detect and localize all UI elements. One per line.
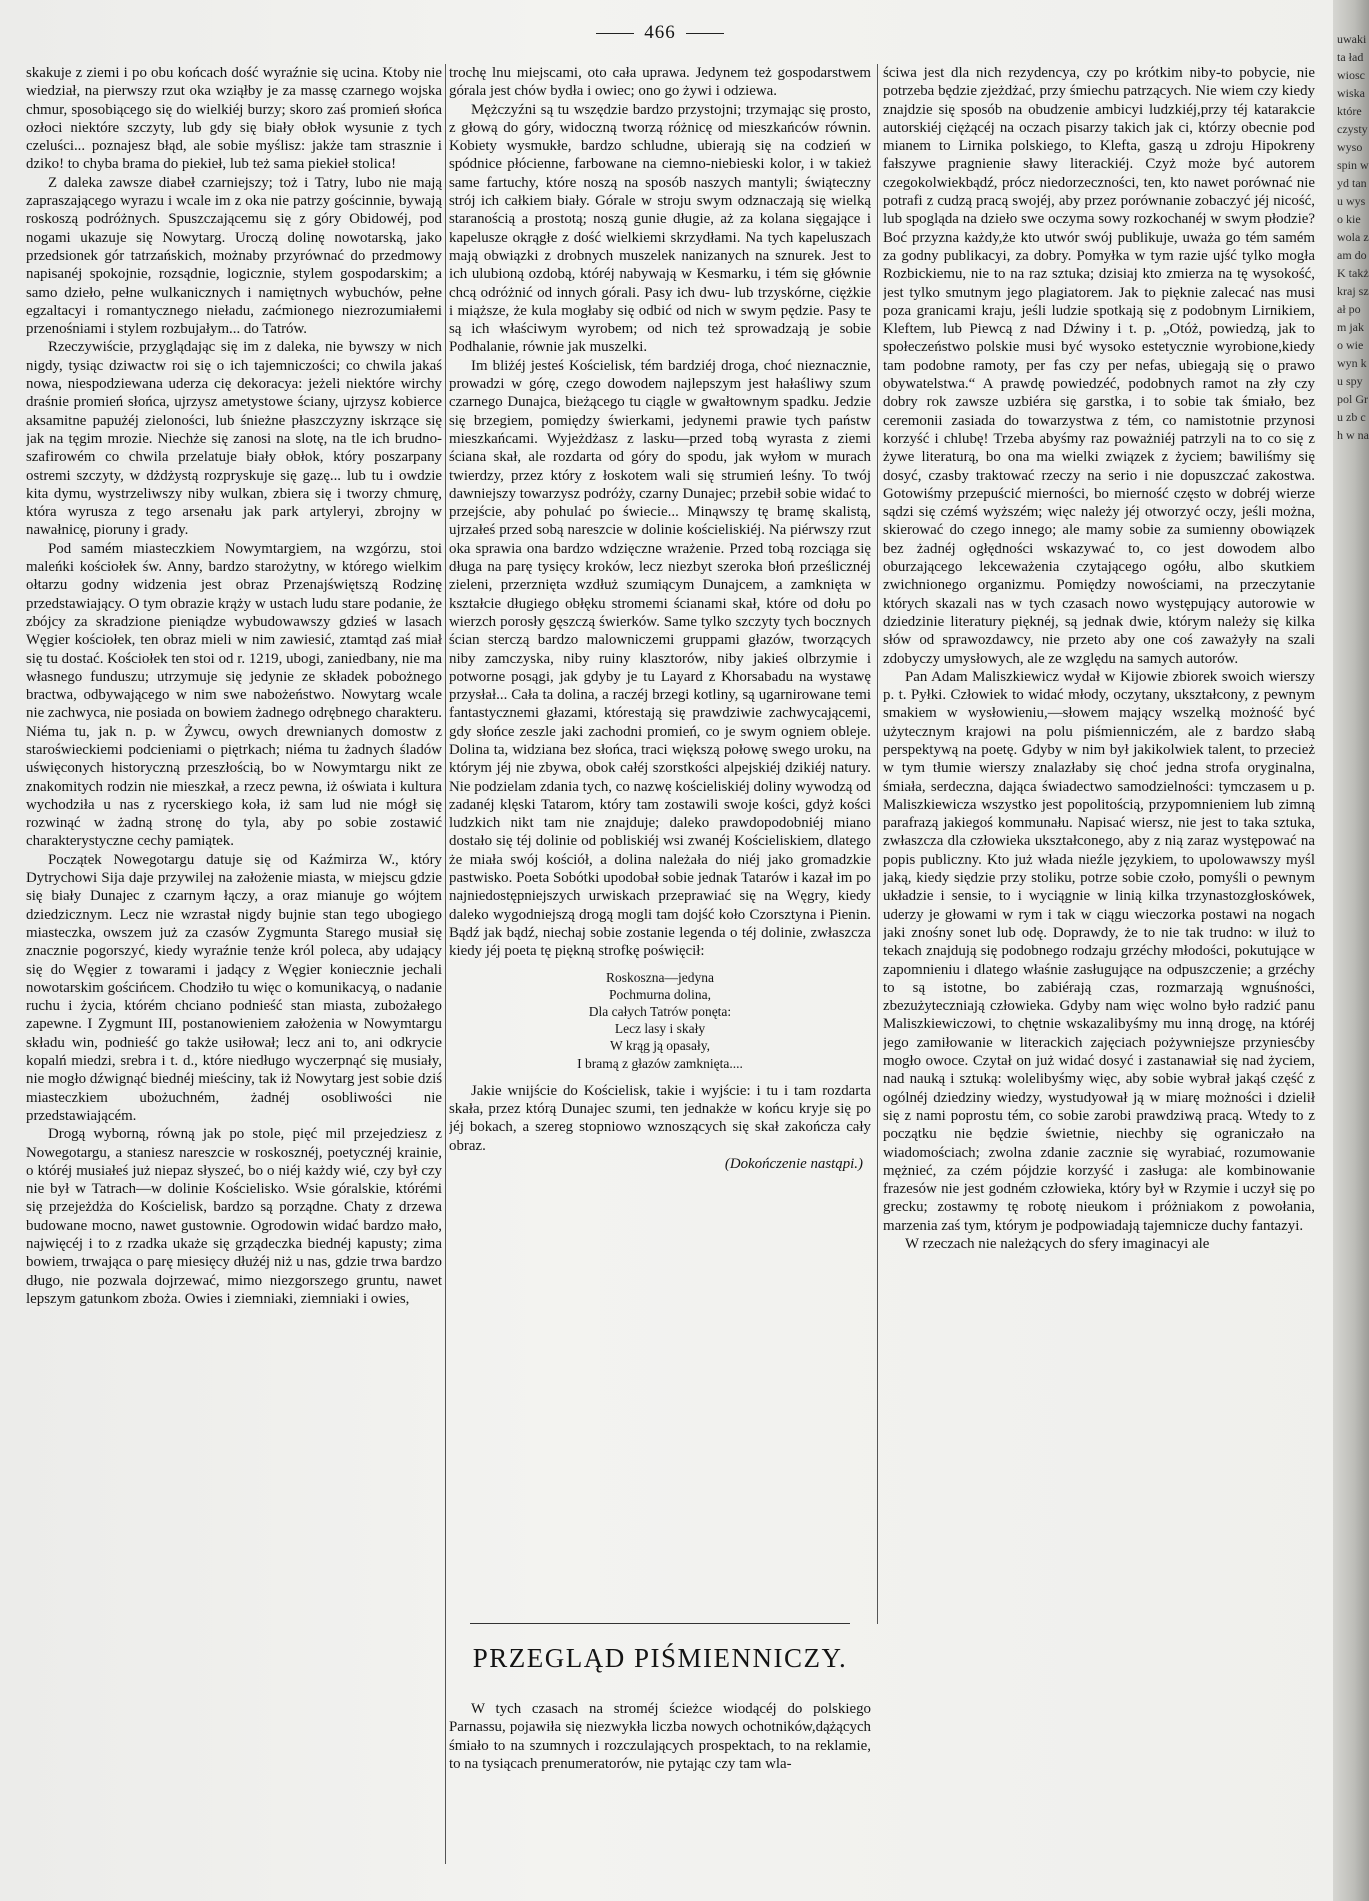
paragraph: Mężczyźni są tu wszędzie bardzo przystojni; trzymając się prosto, z głową do góry, widoczną tworzą różnicę od mieszkańców równin. Kobiety wysmukłe, bardzo schludne, ubierają się na codzień w spódnice płócienne, farbowane na ciemno-niebieski kolor, i w takież same fartuchy, które noszą na sposób naszych mantyli; świąteczny strój ich całkiem biały. Górale w stroju swym odznaczają się wielką staranością a prostotą; noszą gunie długie, aż za kolana sięgające i kapelusze okrągłe z dość wielkiemi skrzydłami. Na tych kapeluszach mają obwiązki z drobnych muszelek nanizanych na sznurek. Jest to ich ulubioną ozdobą, któréj nabywają w Kesmarku, i tém się głównie chcą odróżnić od innych górali. Pasy ich dwu- lub trzyskórne, ciężkie i miąższe, że kula mogłaby się odbić od nich w swym pędzie. Pasy te są ich właściwym wyrobem; od nich też sprowadzają je sobie Podhalanie, równie jak muszelki. — [449, 101, 871, 356]
continuation-note: (Dokończenie nastąpi.) — [724, 1155, 863, 1172]
paragraph: skakuje z ziemi i po obu końcach dość wyraźnie się ucina. Ktoby nie wiedział, na pierwszy rzut oka wziąłby je za massę czarnego wojska chmur, sposobiącego się do wielkiéj burzy; skoro zaś promień słońca ozłoci niektóre szczyty, lub gdy się biały obłok wysunie z tych czeluści... poznajesz błąd, ale sobie myślisz: jakże tam strasznie i dziko! to chyba brama do piekieł, lub też sama piekieł stolica! — [26, 65, 442, 173]
poem-line: Dla całych Tatrów ponęta: — [588, 1003, 732, 1019]
paragraph: W tych czasach na stroméj ścieżce wiodącéj do polskiego Parnassu, pojawiła się niezwykła liczba nowych ochotników,dążących śmiało to na szumnych i rozczulających prospektach, to na reklamie, to na tysiącach prenumeratorów, nie pytając czy tam wla- — [449, 1701, 871, 1772]
poem-line: I bramą z głazów zamknięta.... — [577, 1055, 743, 1071]
paragraph: Jakie wnijście do Kościelisk, takie i wyjście: i tu i tam rozdarta skała, przez którą Dunajec szumi, ten jednakże w końcu kryje się po jéj bokach, a szereg stopniowo wznoszących się skał zakończa cały obraz. — [449, 1082, 871, 1154]
column-rule-2 — [877, 64, 878, 1624]
folio-rule-left — [596, 33, 634, 34]
paragraph: Rzeczywiście, przyglądając się im z daleka, nie bywszy w nich nigdy, tysiąc dziwactw roi się o ich tajemniczości; co chwila jakaś nowa, niespodziewana uderza cię dekoracya: jeżeli niektóre wirchy draśnie promień słońca, ujrzysz ametystowe ściany, ujrzysz kobierce aksamitne papużéj zieloności, lub śnieżne płaszczyzny iskrzące się jak na tęgim mrozie. Niechże się zanosi na slotę, na tle ich brudno-szafirowém co chwila przelatuje biały obłok, który poszarpany ostremi szczyty, w dżdżystą rozpryskuje się gazę... lub tu i owdzie kita dymu, wystrzeliwszy niby wulkan, zbiera się i tworzy chmurę, która wyrusza z tego arsenału jak park artyleryi, zbrojny w nawałnicę, pioruny i grady. — [26, 339, 442, 539]
column-3 — [883, 64, 1315, 1864]
paragraph: Pan Adam Maliszkiewicz wydał w Kijowie zbiorek swoich wierszy p. t. Pyłki. Człowiek to widać młody, oczytany, ukształcony, z pewnym smakiem w wysłowieniu,—słowem mający wszelką możność być użytecznym krajowi na polu piśmienniczém, ale z bardzo słabą perspektywą na poetę. Gdyby w nim był jakikolwiek talent, to przecież w tym tłumie wierszy znalazłaby się choć jedna strofa oryginalna, śmiała, serdeczna, dająca świadectwo samodzielności: tymczasem u p. Maliszkiewicza wszystko jest popolitością, przypomnieniem lub zimną parafrazą jakiegoś kommunału. Napisać wiersz, nie jest to taka sztuka, zwłaszcza dla człowieka ukształconego, aby z nią zaraz występować na popis publiczny. Kto już włada nieźle językiem, to upolowawszy myśl jaką, kiedy siędzie przy stoliku, potrze sobie czoło, pomyśli o pewnym układzie i sensie, to i wyciągnie w linią kilka trzynastozgłoskówek, uderzy je głowami w rym i tak w ciągu wieczorka postawi na nogach jaki znośny sonet lub odę. Doprawdy, że to nie tak trudno: w iluż to tekach znajdują się podobnego rodzaju grzéchy młodości, pokutujące w zapomnieniu i dlatego właśnie zasługujące na odpuszczenie; a grzéchy to są istotne, bo zabiérają czas, rozmarzają wgnuśności, zbezużyteczniają człowieka. Gdyby nam więc wolno było radzić panu Maliszkiewiczowi, to chętnie wskazalibyśmy mu inną drogę, na któréj jego zamiłowanie w literackich zajęciach pożywniejsze przyniesćby mogło owoce. Czytał on już widać dosyć i zastanawiał się nad życiem, nad nauką i sztuką: wolelibyśmy więc, aby sobie wybrał jakąś część z ogólnéj dziedziny wiedzy, wystudyował ją w miarę możności i dzielił się z nami poprostu tém, co sobie zarobi prawdziwą pracą. Wtedy to z początku nie będzie świetnie, niechby się ograniczało na wiadomościach; zwolna zdanie zacznie się wyrabiać, rozumowanie mężnieć, za czém pójdzie korzyść i zasługa: ale kombinowanie frazesów nie jest godném człowieka, który był w Rzymie i uczył się po grecku; zostawmy tę robotę nieukom i próżniakom z powołania, marzenia zaś tym, którym je podpowiadają tajemnicze duchy fantazyi. — [883, 668, 1315, 1234]
poem-line: Roskoszna—jedyna — [606, 969, 714, 985]
paragraph: Początek Nowegotargu datuje się od Kaźmirza W., który Dytrychowi Sija daje przywilej na założenie miasta, w miejscu gdzie się biały Dunajec z czarnym łączy, a oraz mianuje go wójtem dziedzicznym. Lecz nie wzrastał nigdy bujnie stan tego ubogiego miasteczka, owszem już za czasów Zygmunta Starego musiał się znacznie pogorszyć, kiedy wyraźnie tenże król poleca, aby udający się do Węgier z towarami i jadący z Węgier koniecznie jechali nowotarskim gościńcem. Chodziło tu więc o komunikacyą, o nadanie ruchu i życia, którém chciano podnieść stan miasta, zubożałego zapewne. I Zygmunt III, postanowieniem założenia w Nowymtargu składu win, podnieść go także usiłował; lecz ani to, ani odkrycie kopalń miedzi, srebra i t. d., które niedługo wyczerpnąć się musiały, nie mogło dźwignąć biednéj mieściny, tak iż Nowytarg jest sobie dziś miasteczkiem ubożuchném, żadnéj osobliwości nie przedstawiającém. — [26, 851, 442, 1124]
column-2 — [449, 64, 871, 1624]
paragraph: Z daleka zawsze diabeł czarniejszy; toż i Tatry, lubo nie mają zapraszającego wyrazu i wcale im z oka nie patrzy gościnnie, bywają roskoszą podróżnych. Spuszczającemu się z góry Obidowéj, pod nogami ukazuje się Nowytarg. Uroczą dolinę nowotarską, jako przedsionek gór tatrzańskich, możnaby przyrównać do przedmowy napisanéj spokojnie, rozsądnie, logicznie, stylem gospodarskim; a samo dzieło, pełne wulkanicznych i namiętnych wybuchów, pełne egzaltacyi i romantycznego nieładu, zaćmionego niezrozumiałemi przenośniami i stylem rozbujałym... do Tatrów. — [26, 174, 442, 338]
paragraph: trochę lnu miejscami, oto cała uprawa. Jedynem też gospodarstwem górala jest chów bydła i owiec; ono go żywi i odziewa. — [449, 65, 871, 100]
column-rule-1 — [445, 64, 446, 1864]
column-1 — [26, 64, 442, 1864]
folio-rule-right — [686, 33, 724, 34]
section-intro — [449, 1700, 871, 1880]
page-number: 466 — [580, 22, 740, 44]
section-divider — [470, 1623, 850, 1624]
paragraph: W rzeczach nie należących do sfery imaginacyi ale — [905, 1236, 1210, 1252]
paragraph: Im bliżéj jesteś Kościelisk, tém bardziéj droga, choć nieznacznie, prowadzi w górę, czego dowodem najlepszym jest hałaśliwy szum czarnego Dunajca, bieżącego tu ciągle w gwałtownym spadku. Jedzie się brzegiem, pomiędzy świerkami, jedynemi prawie tych państw mieszkańcami. Wyjeżdżasz z lasku—przed tobą wyrasta z ziemi ściana skał, ale rozdarta od góry do spodu, jak wyłom w murach twierdzy, przez który z łoskotem wali się strumień leśny. To twój dawniejszy towarzysz podróży, czarny Dunajec; przebił sobie widać to przejście, aby pohulać po świecie... Minąwszy tę bramę skalistą, ujrzałeś przed sobą nareszcie w dolinie kościeliskiéj. Na piérwszy rzut oka sprawia ona bardzo wdzięczne wrażenie. Przed tobą rozciąga się długa na parę tysięcy kroków, lecz niezbyt szeroka błoń prześlicznéj zieleni, przerznięta wzdłuż szumiącym Dunajcem, a zamknięta w kształcie długiego obłęku stromemi ścianami skał, które od dołu po wierzch porosły gęszczą świerków. Same tylko szczyty tych bocznych ścian sterczą bardzo malowniczemi gruppami głazów, tworzących niby zamczyska, niby ruiny klasztorów, niby jakieś olbrzymie i potworne posągi, jak gdyby je tu Layard z Khorsabadu na wystawę przysłał... Cała ta dolina, a raczéj brzegi kotliny, są ugarnirowane temi fantastycznemi głazami, którestają się prawdziwie zachwycającemi, gdy słońce zeszle jaki zachodni promień, co je swym ogniem obleje. Dolina ta, widziana bez słońca, traci większą połowę swego uroku, na którym jéj nie zbywa, obok całéj szorstkości alpejskiéj dzikiéj natury. Nie podzielam zdania tych, co nazwę kościeliskiéj doliny wywodzą od zadanéj klęski Tatarom, który tam zostawili swoje kości, gdyż kości ludzkich nikt tam nie znajduje; daleko prawdopodobniéj miano dostało się téj dolinie od pobliskiéj wsi zwanéj Kościeliskiem, dlatego że miała swój kościół, a dolina należała do niéj jako gromadzkie pastwisko. Poeta Sobótki upodobał sobie jednak Tatarów i kazał im po najniedostępniejszych urwiskach przeprawiać się na Węgry, kiedy daleko wygodniejszą drogą mogli tam dojść koło Czorsztyna i Pienin. Bądź jak bądź, niechaj sobie zostanie legenda o téj dolinie, zwłaszcza kiedy jéj poeta tę piękną strofkę poświęcił: — [449, 357, 871, 960]
poem-line: W krąg ją opasały, — [609, 1038, 711, 1054]
adjacent-page-fragment: uwaki ta ład wiosc wiska które czysty wyso spin wyd tanu wyso kie wola zam do K takż kraj szał pom jako wie wyn ku spy pol Gru zb ch w na — [1337, 32, 1369, 442]
poem — [449, 969, 871, 1072]
paragraph: Drogą wyborną, równą jak po stole, pięć mil przejedziesz z Nowegotargu, a staniesz nareszcie w roskosznéj, poetycznéj krainie, o któréj musiałeś już niераz słyszeć, bo o niéj każdy wié, czy był czy nie był w Tatrach—w dolinie Kościelisko. Wsie góralskie, którémi się przejeżdża do Kościelisk, bardzo są porządne. Chaty z drzewa budowane mocno, nawet gustownie. Ogrodowin widać bardzo mało, najwięcéj i to z rzadka ukaże się grządeczka biednéj kapusty; zima bowiem, trwająca o parę miesięcy dłużéj niż u nas, gdzie trwa bardzo długo, nie pozwala dojrzewać, mimo niezgorszego gruntu, nawet lepszym gatunkom zboża. Owies i ziemniaki, ziemniaki i owies, — [26, 1126, 442, 1307]
paragraph: Pod samém miasteczkiem Nowymtargiem, na wzgórzu, stoi maleńki kościołek św. Anny, bardzo starożytny, w którego wielkim ołtarzu godny widzenia jest obraz Przenajświętszą Rodzinę przedstawiający. O tym obrazie krąży w ustach ludu stare podanie, że zbójcy za skradzione pieniądze wybudowawszy gdzieś w lasach Węgier kościołek, ten obraz mieli w nim zawiesić, ztamtąd zaś miał się tu dostać. Kościołek ten stoi od r. 1219, ubogi, zaniedbany, nie ma własnego funduszu; utrzymuje się jedynie ze składek pobożnego bractwa, odbywającego w nim swe nabożeństwo. Nowytarg wcale nie zachwyca, nie posiada on bowiem żadnego odrębnego charakteru. Niéma tu, jak n. p. w Żywcu, owych drewnianych domostw z staroświeckiemi podcieniami o piętrkach; niéma tu żadnych śladów uświęconych historyczną przeszłością, bo w Nowymtargu nikt ze znakomitych rodzin nie mieszkał, a rzecz pewna, iż oświata i kultura wychodziła u nas z rycerskiego koła, iż sam lud nie mógł się rozwinąć w żadną stronę do tyla, aby po sobie zostawić charakterystyczne cechy pamiątek. — [26, 540, 442, 850]
poem-line: Pochmurna dolina, — [609, 986, 711, 1002]
paragraph: ściwa jest dla nich rezydencya, czy po krótkim niby-to pobycie, nie potrzeba będzie zjeżdżać, przy śmiechu patrzących. Nie wiem czy kiedy znajdzie się sposób na obudzenie ambicyi ludzkiéj,przy téj katarakcie autorskiéj ciężącéj na oczach pisarzy takich jak ci, którzy obecnie pod mianem to Lirnika polskiego, to Klefta, gaszą u zdroju Hipokreny fałszywe pragnienie sławy literackiéj. Czyż może być autorem czegokolwiekbądź, prócz niedorzeczności, ten, kto nawet porównać nie potrafi z cudzą pracą swojéj, aby przez porównanie zobaczyć jéj nicość, lub spogląda na dzieło swe oczyma sowy rozkochanéj w swym płodzie? Boć przyzna każdy,że kto utwór swój publikuje, uważa go tém samém za godny publikacyi, za dobry. Pomyłka w tym razie ujść tylko mogła Rozbickiemu, nie to na raz sztuka; dzisiaj kto zmierza na tę wysokość, jest tylko smutnym jego plagiatorem. Jak to pięknie zalecać nas musi poza granicami kraju, jeśli ludzie spotkają się z podobnym Lirnikiem, Kleftem, lub Piewcą z nad Dźwiny i t. p. „Otóż, powiedzą, jak to społeczeństwo polskie musi być wysoko estetycznie wyrobione,kiedy tam podobne ramoty, per fas czy per nefas, ubiegają się o prawo obywatelstwa.“ A prawdę powiedzéć, podobnych ramot na zły czy dobry rok zawsze uzbiéra się garstka, i to sobie tak śmiało, bez ceremonii zasiada do towarzystwa z tém, co namistotnie przynosi korzyść i chlubę! Trzeba abyśmy raz poważniéj patrzyli na to co się z żywe literaturą, bo ona ma wielki związek z życiem; bawiliśmy się dosyć, czasby traktować rzeczy na serio i nie dopuszczać zakostwa. Gotowiśmy przepuścić mierności, bo mierność często w dobréj wierze sądzi się czémś wyższém; więc należy jéj otworzyć oczy, jeśli można, skierować do czego innego; ale mamy sobie za sumienny obowiązek bez żadnéj ogłędności wskazywać to, co jest dowodem albo oburzającego lekceważenia czytającego ogółu, albo skutkiem zwichnionego organizmu. Pomiędzy nowościami, na przeczytanie których skazali nas w tych czasach nowo występujący autorowie w dziedzinie literatury pięknéj, są jednak dwie, którym należy się kilka słów od sprawozdawcy, nie przeto aby one coś zaważyły na szali zdobyczy umysłowych, ale ze względu na samych autorów. — [883, 65, 1315, 667]
section-title: PRZEGLĄD PIŚMIENNICZY. — [472, 1643, 848, 1673]
poem-line: Lecz lasy i skały — [614, 1021, 706, 1037]
